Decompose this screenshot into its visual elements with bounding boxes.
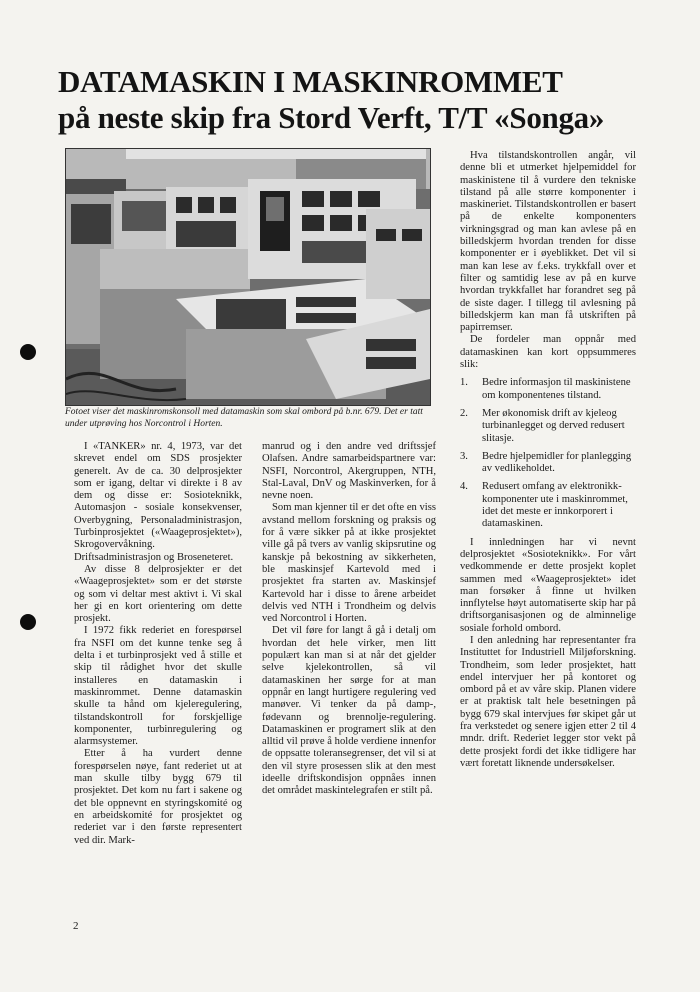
list-text: Bedre informasjon til maskinistene om komponentenes tilstand. bbox=[482, 377, 631, 401]
paragraph: I «TANKER» nr. 4, 1973, var det skrevet endel om SDS prosjekter generelt. Av de ca. 30 delprosjekter som er igang, deltar vi direkte i 8 av dem og disse er: Sosioteknikk, Automasjon - sosiale konsekvenser, Overbygning, Personaladministrasjon, Turbinprosjektet («Waageprosjektet»), Skrogovervåkning. Driftsadministrasjon og Broseneteret. bbox=[74, 441, 242, 563]
page-number: 2 bbox=[73, 920, 79, 932]
paragraph: Det vil føre for langt å gå i detalj om hvordan det hele virker, men litt populært kan man si at når det gjelder selve kjelekontrollen, så vil datamaskinen her sørge for at man oppnår en langt hurtigere regulering ved manøver. Vi tenker da på damp-, fødevann og brennolje-regulering. Datamaskinen er programert slik at den alltid vil prøve å holde verdiene innenfor de oppsatte toleransegrenser, det vil si at den vil styre prosessen slik at den mest ideelle driftskondisjon oppnåes innen det området maskintelegrafen er stilt på. bbox=[262, 625, 436, 797]
text-column-2 bbox=[262, 441, 436, 798]
list-text: Redusert omfang av elektronikk-komponenter ute i maskinrommet, idet det meste er innkorporert i datamaskinen. bbox=[482, 481, 628, 530]
paragraph: I den anledning har representanter fra Instituttet for Industriell Miljøforskning. Trondheim, som leder prosjektet, hatt endel intervjuer her på kontoret og ombord på et av våre skip. Planen videre er at praktisk talt hele besetningen på bygg 679 skal intervjues før skipet går ut fra verkstedet og senere igjen etter 2 til 4 mndr. drift. Rederiet legger stor vekt på dette prosjekt fordi det ikke tidligere har vært foretatt liknende undersøkelser. bbox=[460, 634, 636, 769]
list-number: 3. bbox=[460, 450, 468, 462]
title-line-1: DATAMASKIN I MASKINROMMET bbox=[58, 64, 563, 99]
paragraph: I innledningen har vi nevnt delprosjektet «Sosioteknikk». For vårt vedkommende er dette prosjekt koplet sammen med «Waageprosjektet» idet man forsøker å finne ut hvilken innflytelse høyt automatiserte skip har på driftsorganisasjonen og de alminnelige sosiale forhold ombord. bbox=[460, 536, 636, 634]
title-line-2: på neste skip fra Stord Verft, T/T «Songa» bbox=[58, 100, 605, 135]
paragraph: Av disse 8 delprosjekter er det «Waageprosjektet» som er det største og som vi deltar mest aktivt i. Vi skal her gi en kort orientering om dette prosjekt. bbox=[74, 563, 242, 625]
text-column-1 bbox=[74, 441, 242, 847]
benefits-list bbox=[460, 377, 636, 530]
list-text: Mer økonomisk drift av kjeleog turbinanlegget og derved redusert slitasje. bbox=[482, 407, 625, 444]
list-number: 4. bbox=[460, 481, 468, 493]
control-console-photo bbox=[65, 148, 431, 406]
binder-hole bbox=[20, 614, 36, 630]
list-item bbox=[460, 481, 636, 530]
paragraph: Som man kjenner til er det ofte en viss avstand mellom forskning og praksis og for å være sikker på at ikke prosjektet ville gå på tvers av vanlig skipsrutine og kanskje på bekostning av sikkerheten, ble maskinsjef Kartevold med i prosjektet fra starten av. Maskinsjef Kartevold har i disse to årene arbeidet delvis ved NTH i Trondheim og delvis ved Norcontrol i Horten. bbox=[262, 502, 436, 625]
list-item bbox=[460, 377, 636, 402]
text-column-3 bbox=[460, 150, 636, 770]
paragraph: Etter å ha vurdert denne forespørselen nøye, fant rederiet ut at man skulle tilby bygg 679 til prosjektet. Det kom nu fart i sakene og det ble oppnevnt en styringskomité og en arbeidskomité for prosjektet og rederiet var i den første representert ved dir. Mark- bbox=[74, 748, 242, 846]
article-title bbox=[58, 64, 638, 136]
paragraph: De fordeler man oppnår med datamaskinen kan kort oppsummeres slik: bbox=[460, 334, 636, 371]
paragraph: I 1972 fikk rederiet en forespørsel fra NSFI om det kunne tenke seg å delta i et turbinprosjekt ved å stille et skip til rådighet hvor det skulle installeres en datamaskin i maskinrommet. Denne datamaskin skulle ta hånd om kjeleregulering, tilstandskontroll for forskjellige komponenter, turbinregulering og alarmsystemer. bbox=[74, 625, 242, 748]
list-item bbox=[460, 451, 636, 476]
list-text: Bedre hjelpemidler for planlegging av vedlikeholdet. bbox=[482, 450, 632, 475]
list-item bbox=[460, 408, 636, 445]
photo-caption: Fotoet viser det maskinromskonsoll med datamaskin som skal ombord på b.nr. 679. Det er tatt under utprøving hos Norcontrol i Horten. bbox=[65, 407, 423, 429]
binder-hole bbox=[20, 344, 36, 360]
paragraph: manrud og i den andre ved driftssjef Olafsen. Andre samarbeidspartnere var: NSFI, Norcontrol, Akergruppen, NTH, Stal-Laval, DnV og Maskinverken, for å nevne noen. bbox=[262, 441, 436, 502]
list-number: 1. bbox=[460, 377, 468, 389]
list-number: 2. bbox=[460, 407, 468, 419]
paragraph: Hva tilstandskontrollen angår, vil denne bli et utmerket hjelpemiddel for maskinistene til å vurdere den tekniske tilstand på alle større komponenter i maskineriet. Tilstandskontrollen er basert på de enkelte komponenters virkningsgrad og man kan avlese på en billedskjerm hvordan trenden for disse komponenter er i øyeblikket. Det vil si man kan lese av f.eks. trykkfall over et filter og samtidig lese av på en kurve hvordan trykkfallet har forandret seg på de siste dager. I tillegg til avlesning på billedskjerm kan man få utskriften på papirremser. bbox=[460, 150, 636, 334]
